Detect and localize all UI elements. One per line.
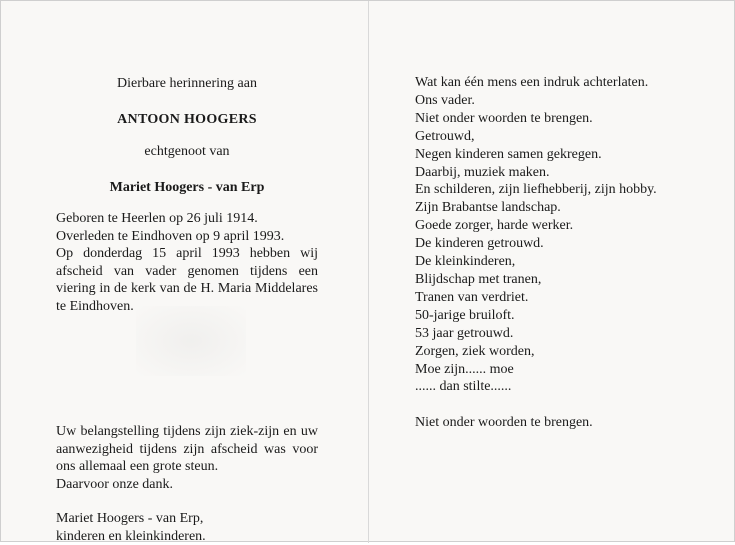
death-line: Overleden te Eindhoven op 9 april 1993.	[56, 228, 318, 246]
poem-line: Daarbij, muziek maken.	[415, 164, 715, 182]
thanks-text: Uw belangstelling tijdens zijn ziek-zijn en uw aanwezigheid tijdens zijn afscheid was voor ons allemaal een grote steun.	[56, 423, 318, 476]
poem-line: Negen kinderen samen gekregen.	[415, 146, 715, 164]
poem-line: ...... dan stilte......	[415, 378, 715, 396]
poem-line: De kleinkinderen,	[415, 253, 715, 271]
spouse-name: Mariet Hoogers - van Erp	[56, 179, 318, 197]
poem-line: Goede zorger, harde werker.	[415, 217, 715, 235]
left-panel	[56, 67, 318, 545]
poem-stanza-gap	[415, 396, 715, 414]
poem-line: Niet onder woorden te brengen.	[415, 110, 715, 128]
biography	[56, 210, 318, 315]
spouse-of-label: echtgenoot van	[56, 143, 318, 161]
signoff-line-1: Mariet Hoogers - van Erp,	[56, 510, 318, 528]
poem-line: Blijdschap met tranen,	[415, 271, 715, 289]
poem-line: En schilderen, zijn liefhebberij, zijn hobby.	[415, 181, 715, 199]
poem-line: Zorgen, ziek worden,	[415, 343, 715, 361]
poem-line: Getrouwd,	[415, 128, 715, 146]
thanks-closing: Daarvoor onze dank.	[56, 476, 318, 494]
intro-line: Dierbare herinnering aan	[56, 75, 318, 93]
poem-line: Tranen van verdriet.	[415, 289, 715, 307]
poem-line: Moe zijn...... moe	[415, 361, 715, 379]
poem-line: 53 jaar getrouwd.	[415, 325, 715, 343]
birth-line: Geboren te Heerlen op 26 juli 1914.	[56, 210, 318, 228]
poem-line: Wat kan één mens een indruk achterlaten.	[415, 74, 715, 92]
thanks-paragraph	[56, 423, 318, 493]
poem-line: De kinderen getrouwd.	[415, 235, 715, 253]
deceased-last-name: HOOGERS	[184, 112, 257, 127]
deceased-first-name: ANTOON	[117, 112, 180, 127]
poem-line: 50-jarige bruiloft.	[415, 307, 715, 325]
signoff	[56, 510, 318, 545]
card-fold	[368, 1, 369, 543]
poem-line: Ons vader.	[415, 92, 715, 110]
poem-closing-line: Niet onder woorden te brengen.	[415, 414, 715, 432]
deceased-name	[56, 111, 318, 129]
farewell-paragraph: Op donderdag 15 april 1993 hebben wij afscheid van vader genomen tijdens een viering in de kerk van de H. Maria Middelares te Eindhoven.	[56, 245, 318, 315]
poem-line: Zijn Brabantse landschap.	[415, 199, 715, 217]
signoff-line-2: kinderen en kleinkinderen.	[56, 528, 318, 545]
poem-panel	[415, 74, 715, 432]
